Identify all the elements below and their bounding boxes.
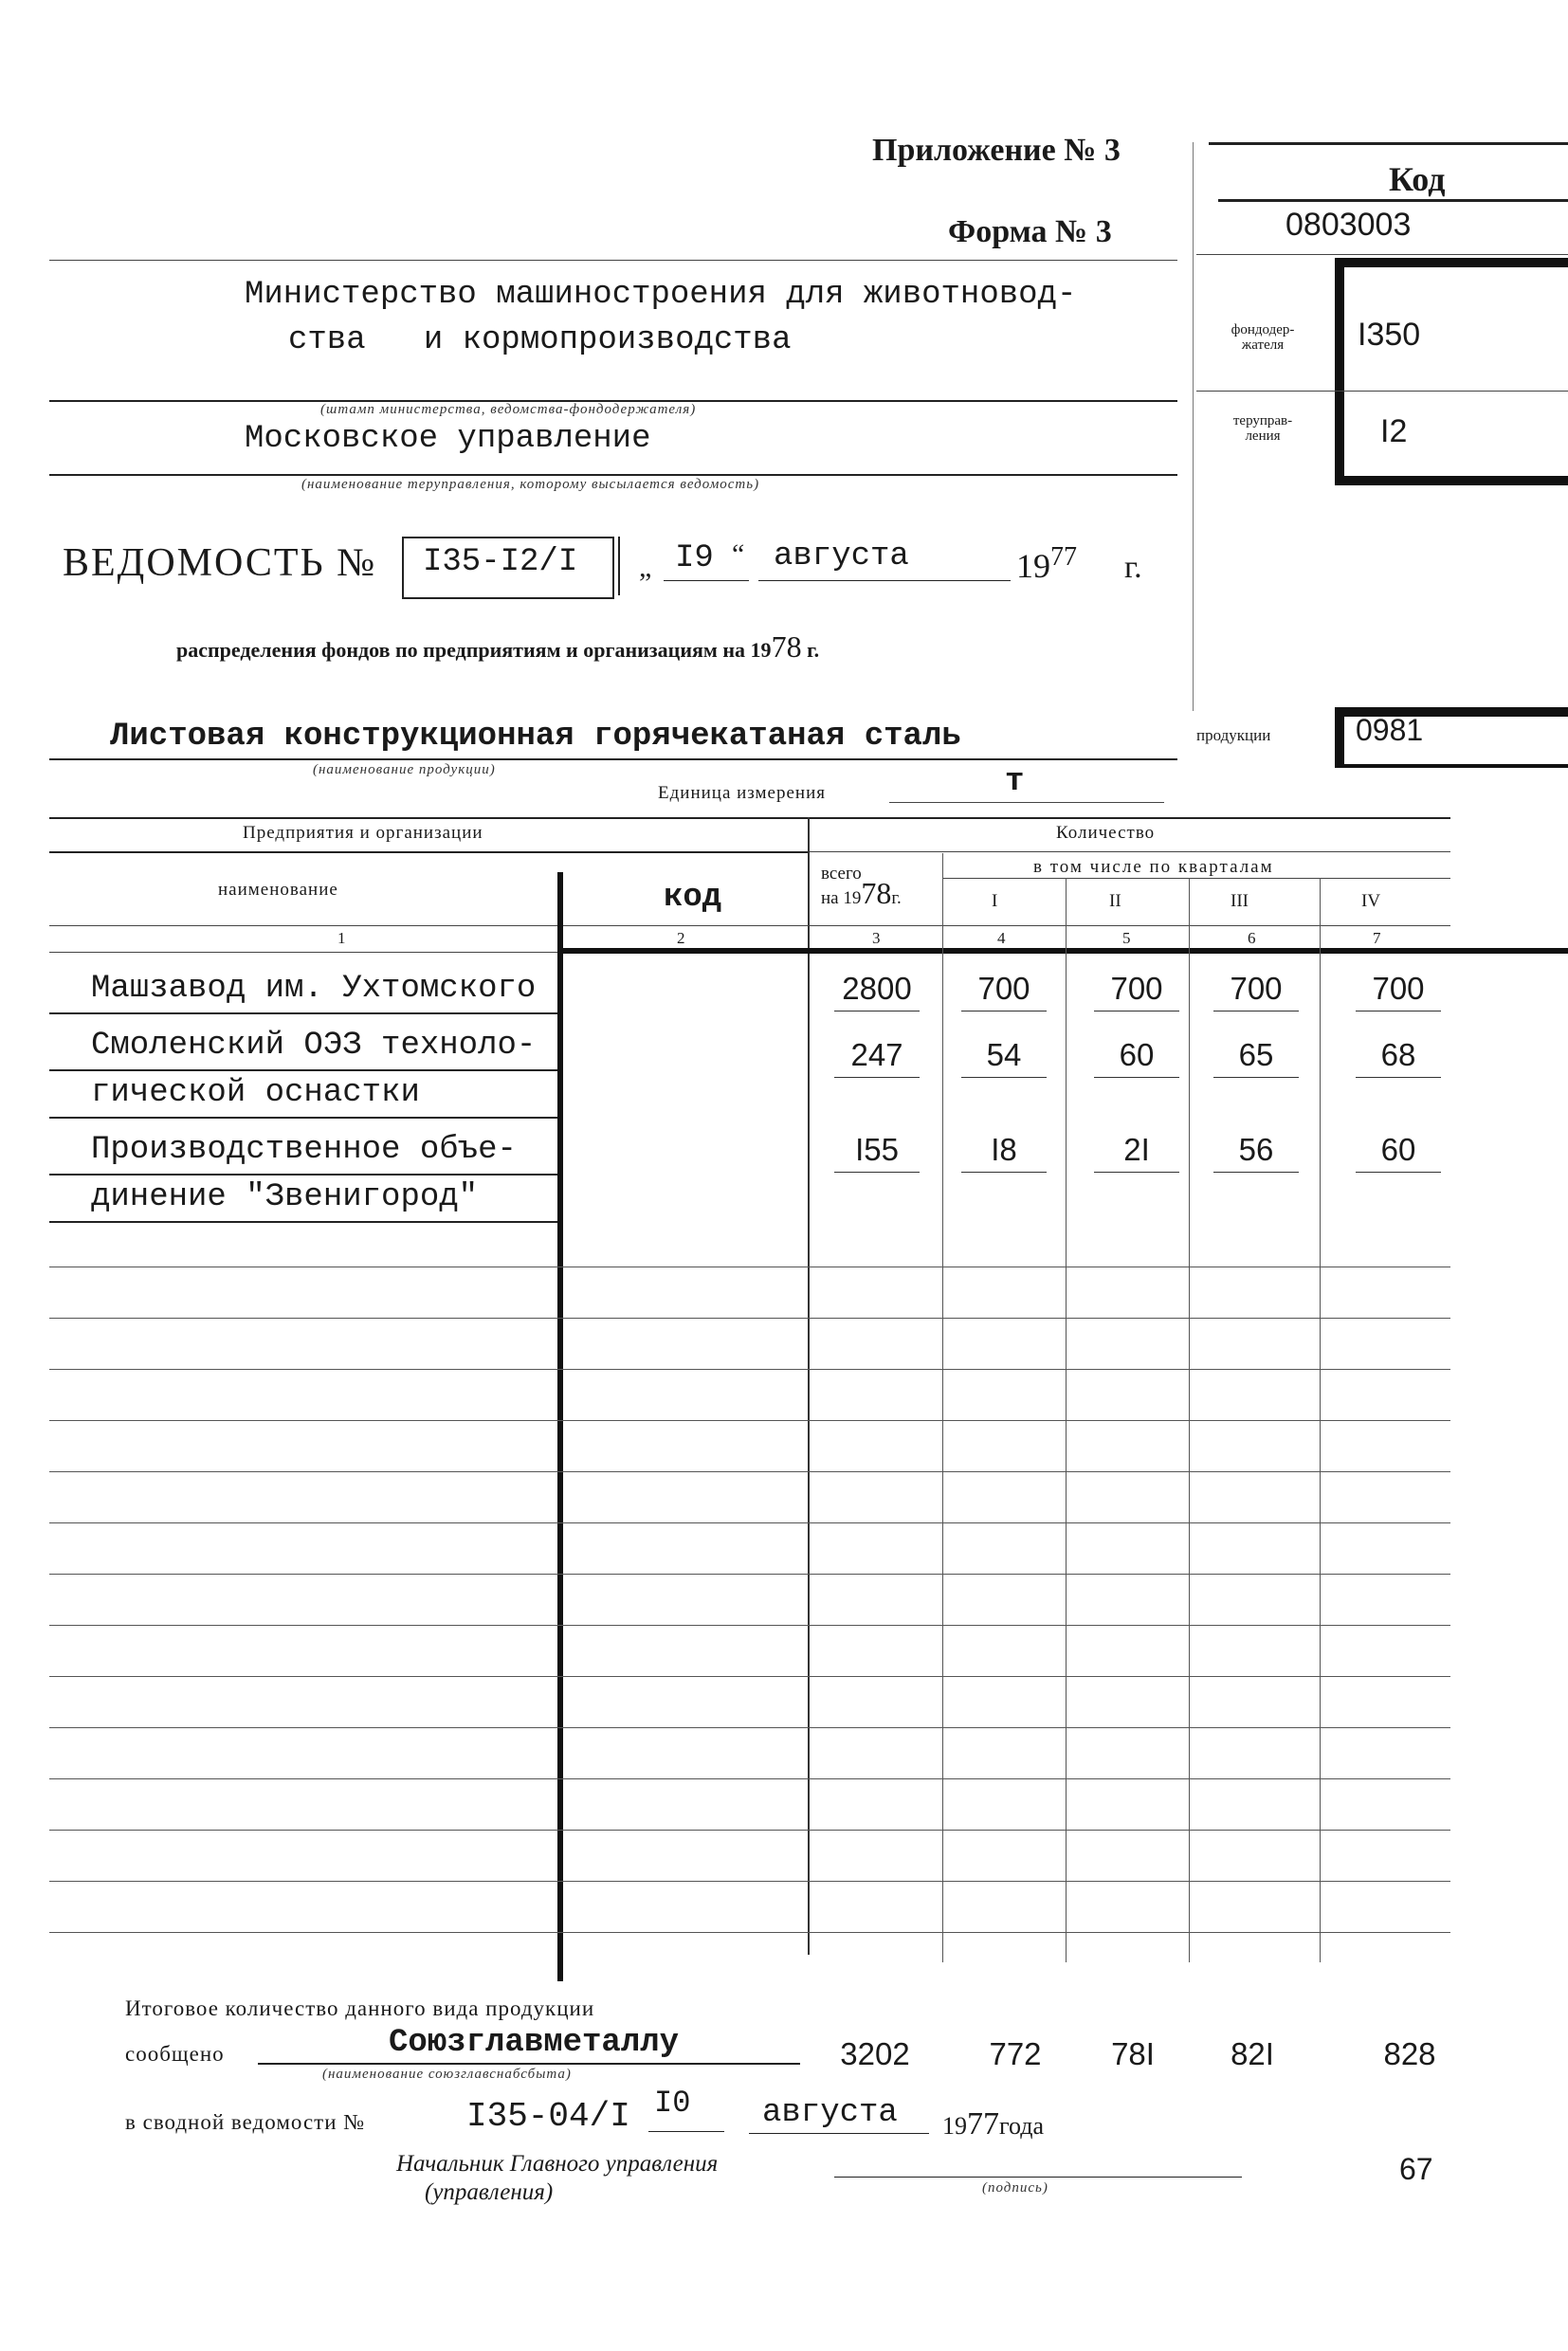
row-q1: 700 <box>977 971 1030 1006</box>
colnum-2: 2 <box>677 929 685 947</box>
statement-number: I35-I2/I <box>423 544 578 580</box>
empty-row-rule <box>49 1881 1450 1882</box>
ministry-line-2: ства и кормопроизводства <box>288 322 792 358</box>
day-quote-open: „ <box>639 552 652 583</box>
row-q2: 2I <box>1123 1132 1150 1167</box>
footer-total: 3202 <box>840 2036 910 2071</box>
statement-subtitle: распределения фондов по предприятиям и организациям на 1978 г. <box>176 629 820 664</box>
stamp-caption: (штамп министерства, ведомства-фондодержателя) <box>320 402 697 417</box>
empty-row-rule <box>49 1574 1450 1575</box>
product-caption: (наименование продукции) <box>313 762 496 777</box>
page-number: 67 <box>1399 2152 1433 2186</box>
unit-label: Единица измерения <box>658 783 826 803</box>
empty-row-rule <box>49 1318 1450 1319</box>
form-code-value: 0803003 <box>1285 207 1412 243</box>
row-total: 247 <box>850 1037 903 1072</box>
table-header-rule <box>561 948 1568 954</box>
row-q3: 56 <box>1238 1132 1274 1167</box>
summary-ref-month: августа <box>762 2095 898 2131</box>
summary-ref-day: I0 <box>654 2086 691 2121</box>
row-name-line: Производственное объе- <box>91 1132 517 1168</box>
recipient-caption: (наименование союзглавснабсбыта) <box>322 2067 572 2082</box>
statement-year-unit: г. <box>1124 550 1142 585</box>
directorate-caption: (наименование терупрaвления, которому высылается ведомость) <box>301 477 760 492</box>
row-total: I55 <box>855 1132 899 1167</box>
empty-row-rule <box>49 1778 1450 1779</box>
terdir-code: I2 <box>1380 413 1408 449</box>
empty-row-rule <box>49 1420 1450 1421</box>
quarter-2: II <box>1109 891 1121 911</box>
header-quarters: в том числе по кварталам <box>1033 857 1274 877</box>
header-code: код <box>664 880 722 916</box>
colnum-3: 3 <box>872 929 881 947</box>
code-title: Код <box>1389 160 1446 198</box>
product-code: 0981 <box>1356 713 1424 747</box>
empty-row-rule <box>49 1522 1450 1523</box>
day-quote-close: “ <box>732 538 745 570</box>
fund-holder-label: фондодер- жателя <box>1231 322 1295 353</box>
row-name-line: Смоленский ОЭЗ техноло- <box>91 1028 537 1064</box>
summary-ref-year: 1977года <box>942 2106 1045 2141</box>
statement-day: I9 <box>675 540 714 576</box>
row-q4: 700 <box>1372 971 1425 1006</box>
footer-q2: 78I <box>1111 2036 1155 2071</box>
row-q2: 60 <box>1119 1037 1155 1072</box>
terdir-label: терупрaв- ления <box>1232 413 1293 444</box>
appendix-label: Приложение № 3 <box>872 133 1121 168</box>
header-name: наименование <box>218 880 338 900</box>
form-label: Форма № 3 <box>948 214 1112 249</box>
fund-holder-code: I350 <box>1358 317 1421 353</box>
quarter-3: III <box>1231 891 1249 911</box>
row-total: 2800 <box>842 971 912 1006</box>
empty-row-rule <box>49 1625 1450 1626</box>
summary-line-2: сообщено <box>125 2042 225 2066</box>
directorate-name: Московское управление <box>245 421 651 457</box>
header-quantity: Количество <box>1056 823 1156 843</box>
signature-caption: (подпись) <box>982 2180 1048 2196</box>
quarter-1: I <box>992 891 998 911</box>
header-orgs: Предприятия и организации <box>243 823 483 843</box>
row-q4: 60 <box>1380 1132 1416 1167</box>
row-q4: 68 <box>1380 1037 1416 1072</box>
statement-title: ВЕДОМОСТЬ № <box>63 541 377 585</box>
empty-row-rule <box>49 1932 1450 1933</box>
summary-ref-number: I35-04/I <box>466 2097 630 2136</box>
row-q3: 700 <box>1230 971 1283 1006</box>
row-q3: 65 <box>1238 1037 1274 1072</box>
footer-q1: 772 <box>989 2036 1042 2071</box>
row-q1: I8 <box>991 1132 1017 1167</box>
ministry-line-1: Министерство машиностроения для животновод- <box>245 277 1077 313</box>
footer-q3: 82I <box>1231 2036 1274 2071</box>
quarter-4: IV <box>1361 891 1381 911</box>
row-name-line: динение "Звенигород" <box>91 1179 479 1215</box>
header-total: всего на 1978г. <box>821 864 902 910</box>
colnum-1: 1 <box>337 929 346 947</box>
empty-row-rule <box>49 1727 1450 1728</box>
colnum-6: 6 <box>1248 929 1256 947</box>
summary-ref-label: в сводной ведомости № <box>125 2110 366 2134</box>
unit-value: т <box>1005 764 1025 800</box>
row-q2: 700 <box>1110 971 1163 1006</box>
row-name-line: Машзавод им. Ухтомского <box>91 971 537 1007</box>
colnum-5: 5 <box>1122 929 1131 947</box>
row-q1: 54 <box>986 1037 1022 1072</box>
row-name-line: гической оснастки <box>91 1075 420 1111</box>
statement-year: $19^{77}$ <box>1016 542 1077 585</box>
table-top-rule <box>49 817 1450 819</box>
signature-line <box>834 2177 1242 2178</box>
chief-title: Начальник Главного управления (управления) <box>396 2151 719 2205</box>
code-col-rule <box>557 872 563 1981</box>
code-frame <box>1335 258 1568 485</box>
summary-line-1: Итоговое количество данного вида продукции <box>125 1996 595 2020</box>
product-name: Листовая конструкционная горячекатаная сталь <box>110 719 961 755</box>
product-code-label: продукции <box>1196 726 1271 744</box>
recipient-name: Союзглавметаллу <box>389 2025 680 2061</box>
footer-q4: 828 <box>1383 2036 1436 2071</box>
colnum-4: 4 <box>997 929 1006 947</box>
empty-row-rule <box>49 1369 1450 1370</box>
statement-month: августа <box>774 538 909 574</box>
empty-row-rule <box>49 1830 1450 1831</box>
empty-row-rule <box>49 1676 1450 1677</box>
colnum-7: 7 <box>1373 929 1381 947</box>
empty-row-rule <box>49 1471 1450 1472</box>
